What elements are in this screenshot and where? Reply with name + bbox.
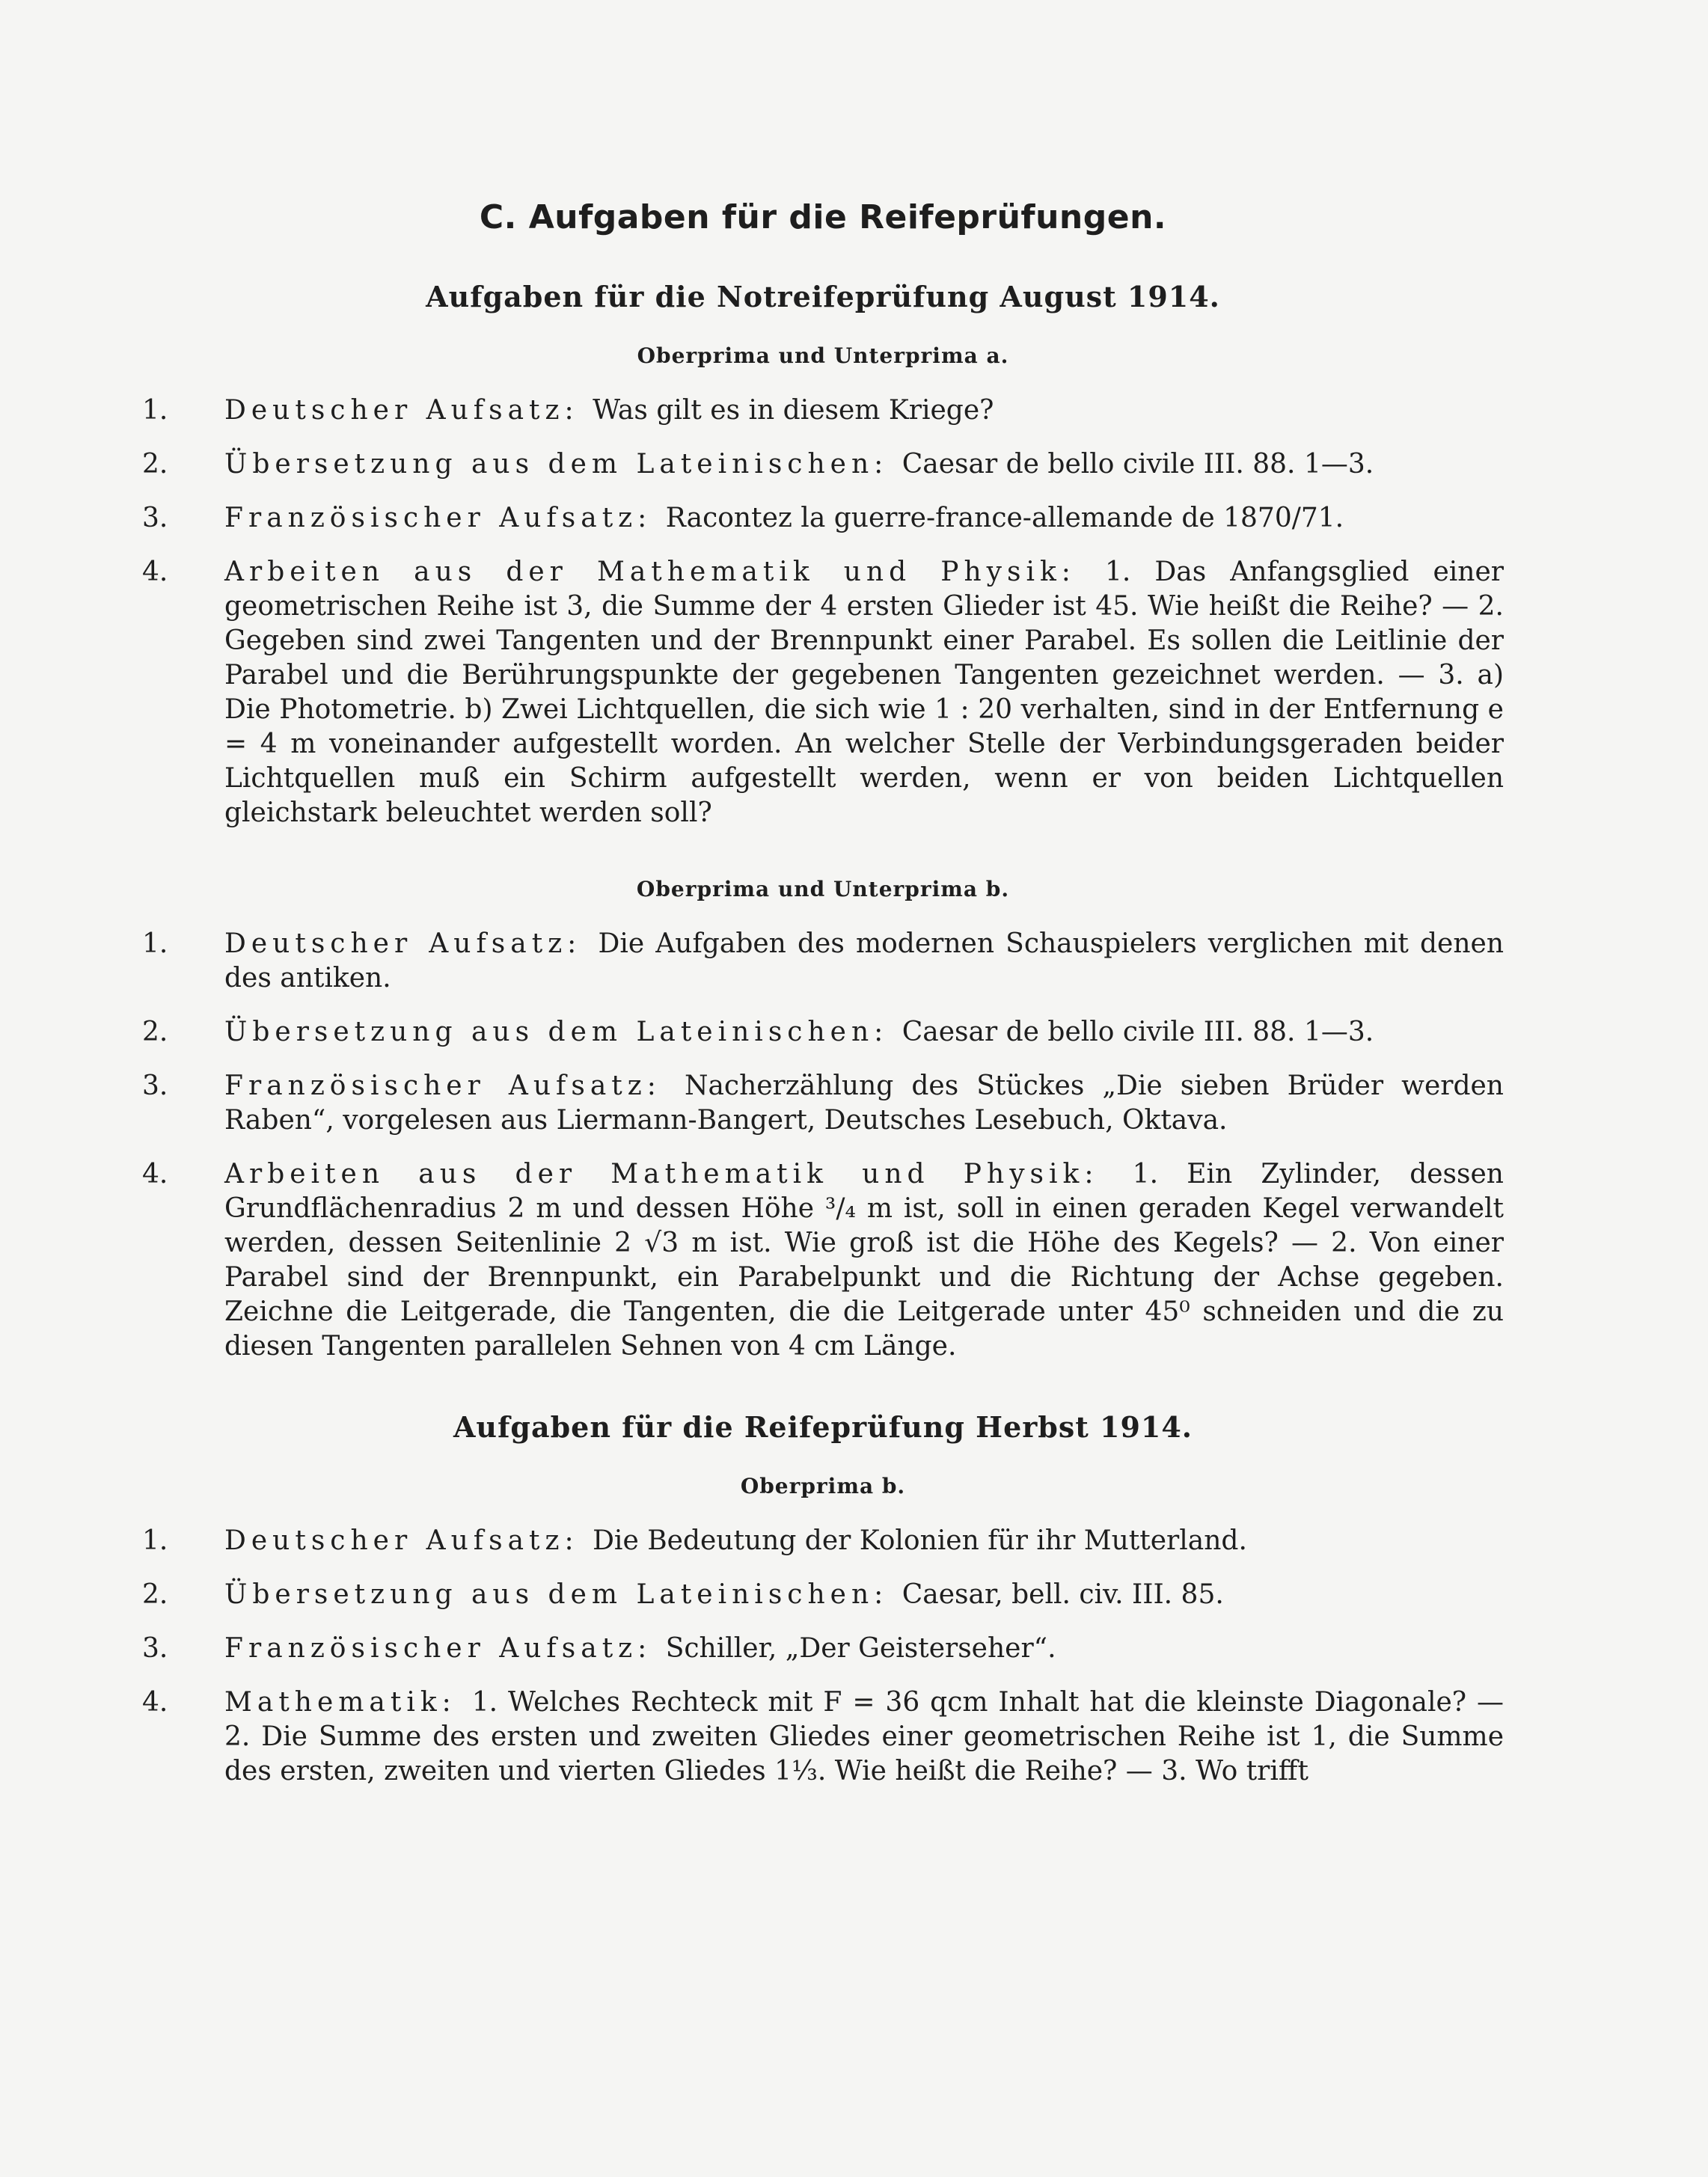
task-text: 1. Ein Zylinder, dessen Grundflächenradius 2 m und dessen Höhe ³/₄ m ist, soll in einen geraden Kegel verwandelt werden, dessen Seitenlinie 2 √3 m ist. Wie groß ist die Höhe des Kegels? — 2. Von einer Parabel sind der Brennpunkt, ein Parabelpunkt und die Richtung der Achse gegeben. Zeichne die Leitgerade, die Tangenten, die die Leitgerade unter 45⁰ schneiden und die zu diesen Tangenten parallelen Sehnen von 4 cm Länge. bbox=[224, 1159, 1504, 1362]
section-heading: Aufgaben für die Notreifeprüfung August 1914. bbox=[426, 280, 1220, 313]
task-item bbox=[142, 1578, 1504, 1612]
page-content bbox=[142, 198, 1504, 1808]
task-number: 4. bbox=[142, 1687, 168, 1718]
group-heading: Oberprima b. bbox=[740, 1474, 906, 1498]
task-text: Was gilt es in diesem Kriege? bbox=[593, 395, 994, 426]
exam-group bbox=[142, 343, 1504, 830]
task-number: 4. bbox=[142, 1159, 168, 1189]
exam-group bbox=[142, 1474, 1504, 1789]
exam-group bbox=[142, 877, 1504, 1364]
task-text: Caesar, bell. civ. III. 85. bbox=[902, 1579, 1224, 1610]
task-item bbox=[142, 447, 1504, 482]
task-number: 3. bbox=[142, 503, 168, 533]
task-list bbox=[142, 394, 1504, 830]
task-text: Die Aufgaben des modernen Schauspielers verglichen mit denen des antiken. bbox=[224, 928, 1504, 993]
task-text: 1. Das Anfangsglied einer geometrischen Reihe ist 3, die Summe der 4 ersten Glieder ist 45. Wie heißt die Reihe? — 2. Gegeben sind zwei Tangenten und der Brennpunkt einer Parabel. Es sollen die Leitlinie der Parabel und die Berührungspunkte der gegebenen Tangenten gezeichnet werden. — 3. a) Die Photometrie. b) Zwei Lichtquellen, die sich wie 1 : 20 verhalten, sind in der Entfernung e = 4 m voneinander aufgestellt worden. An welcher Stelle der Verbindungsgeraden beider Lichtquellen muß ein Schirm aufgestellt werden, wenn er von beiden Lichtquellen gleichstark beleuchtet werden soll? bbox=[224, 557, 1504, 828]
task-label: Französischer Aufsatz: bbox=[224, 1633, 666, 1664]
task-text: Schiller, „Der Geisterseher“. bbox=[665, 1633, 1056, 1664]
section-heading: Aufgaben für die Reifeprüfung Herbst 1914. bbox=[453, 1410, 1193, 1444]
task-item bbox=[142, 394, 1504, 428]
page-title: C. Aufgaben für die Reifeprüfungen. bbox=[479, 198, 1167, 236]
task-label: Deutscher Aufsatz: bbox=[224, 395, 593, 426]
task-list bbox=[142, 927, 1504, 1364]
task-number: 4. bbox=[142, 557, 168, 587]
task-item bbox=[142, 1524, 1504, 1558]
task-text: 1. Welches Rechteck mit F = 36 qcm Inhalt hat die kleinste Diagonale? — 2. Die Summe des ersten und zweiten Gliedes einer geometrischen Reihe ist 1, die Summe des ersten, zweiten und vierten Gliedes 1¹⁄₃. Wie heißt die Reihe? — 3. Wo trifft bbox=[224, 1687, 1504, 1786]
task-label: Mathematik: bbox=[224, 1687, 472, 1718]
task-label: Deutscher Aufsatz: bbox=[224, 928, 599, 959]
task-number: 3. bbox=[142, 1071, 168, 1101]
task-label: Deutscher Aufsatz: bbox=[224, 1525, 593, 1556]
task-number: 2. bbox=[142, 1017, 168, 1047]
task-label: Übersetzung aus dem Lateinischen: bbox=[224, 1579, 902, 1610]
group-heading: Oberprima und Unterprima b. bbox=[636, 877, 1010, 901]
task-label: Übersetzung aus dem Lateinischen: bbox=[224, 1017, 902, 1047]
task-item bbox=[142, 1015, 1504, 1050]
task-item bbox=[142, 1069, 1504, 1138]
task-text: Caesar de bello civile III. 88. 1—3. bbox=[902, 1017, 1374, 1047]
task-label: Arbeiten aus der Mathematik und Physik: bbox=[224, 1159, 1133, 1189]
task-label: Übersetzung aus dem Lateinischen: bbox=[224, 449, 902, 480]
task-text: Die Bedeutung der Kolonien für ihr Mutterland. bbox=[593, 1525, 1247, 1556]
task-item bbox=[142, 927, 1504, 996]
task-label: Französischer Aufsatz: bbox=[224, 1071, 685, 1101]
task-number: 3. bbox=[142, 1633, 168, 1664]
task-number: 1. bbox=[142, 395, 168, 426]
task-number: 2. bbox=[142, 449, 168, 480]
task-number: 2. bbox=[142, 1579, 168, 1610]
task-text: Nacherzählung des Stückes „Die sieben Brüder werden Raben“, vorgelesen aus Liermann-Bangert, Deutsches Lesebuch, Oktava. bbox=[224, 1071, 1504, 1136]
task-number: 1. bbox=[142, 1525, 168, 1556]
task-label: Französischer Aufsatz: bbox=[224, 503, 666, 533]
task-item bbox=[142, 1632, 1504, 1666]
task-item bbox=[142, 555, 1504, 830]
task-number: 1. bbox=[142, 928, 168, 959]
task-item bbox=[142, 1157, 1504, 1364]
group-heading: Oberprima und Unterprima a. bbox=[637, 343, 1009, 368]
task-list bbox=[142, 1524, 1504, 1789]
task-label: Arbeiten aus der Mathematik und Physik: bbox=[224, 557, 1105, 587]
task-text: Racontez la guerre-france-allemande de 1870/71. bbox=[665, 503, 1344, 533]
task-item bbox=[142, 1685, 1504, 1789]
task-text: Caesar de bello civile III. 88. 1—3. bbox=[902, 449, 1374, 480]
task-item bbox=[142, 501, 1504, 536]
